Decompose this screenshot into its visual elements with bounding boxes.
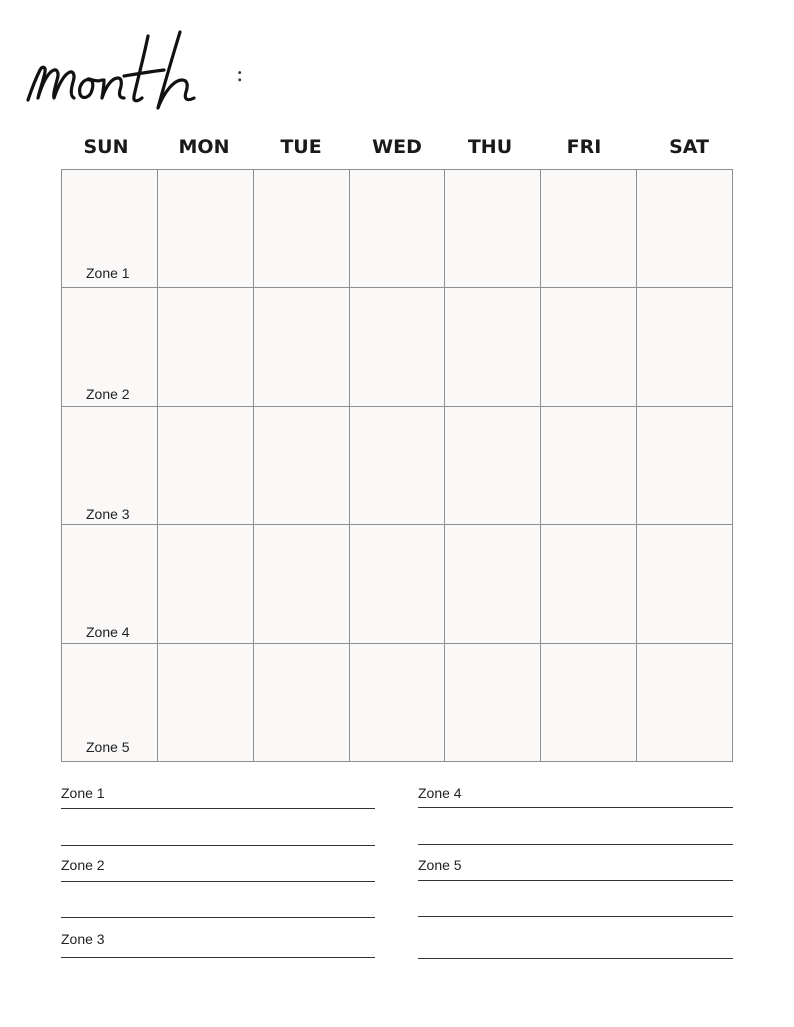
row-zone-label: Zone 2 <box>86 385 130 402</box>
row-zone-label: Zone 1 <box>86 265 130 282</box>
day-cell[interactable] <box>254 525 350 643</box>
row-zone-label: Zone 5 <box>86 739 130 755</box>
day-cell[interactable] <box>254 170 350 288</box>
day-cell[interactable] <box>350 288 446 406</box>
day-cell[interactable] <box>62 170 158 288</box>
weekday-thu: THU <box>467 136 513 158</box>
day-cell[interactable] <box>445 288 541 406</box>
month-script-lettering <box>24 22 204 122</box>
zone-note-line[interactable] <box>61 808 375 809</box>
day-cell[interactable] <box>62 407 158 525</box>
day-cell[interactable] <box>541 288 637 406</box>
zone-note-line[interactable] <box>418 844 733 845</box>
day-cell[interactable] <box>62 644 158 762</box>
day-cell[interactable] <box>637 288 733 406</box>
weekday-header-row <box>61 136 733 162</box>
day-cell[interactable] <box>541 644 637 762</box>
weekday-mon: MON <box>178 136 230 158</box>
day-cell[interactable] <box>541 525 637 643</box>
zone-note-label: Zone 3 <box>61 931 105 947</box>
day-cell[interactable] <box>158 407 254 525</box>
zone-note-line[interactable] <box>61 957 375 958</box>
day-cell[interactable] <box>637 407 733 525</box>
day-cell[interactable] <box>158 525 254 643</box>
row-zone-label: Zone 4 <box>86 623 130 640</box>
zone-note-label: Zone 4 <box>418 785 462 801</box>
day-cell[interactable] <box>637 525 733 643</box>
day-cell[interactable] <box>158 170 254 288</box>
day-cell[interactable] <box>254 644 350 762</box>
weekday-sat: SAT <box>669 136 709 158</box>
day-cell[interactable] <box>637 170 733 288</box>
weekday-sun: SUN <box>83 136 129 158</box>
day-cell[interactable] <box>350 644 446 762</box>
zone-note-label: Zone 2 <box>61 857 105 873</box>
day-cell[interactable] <box>350 407 446 525</box>
title-colon: : <box>236 62 244 87</box>
day-cell[interactable] <box>541 407 637 525</box>
weekday-wed: WED <box>372 136 422 158</box>
day-cell[interactable] <box>254 288 350 406</box>
zone-note-line[interactable] <box>61 881 375 882</box>
day-cell[interactable] <box>350 525 446 643</box>
zone-note-line[interactable] <box>418 880 733 881</box>
day-cell[interactable] <box>541 170 637 288</box>
day-cell[interactable] <box>445 407 541 525</box>
day-cell[interactable] <box>158 644 254 762</box>
zone-note-line[interactable] <box>61 845 375 846</box>
zone-note-line[interactable] <box>61 917 375 918</box>
weekday-tue: TUE <box>280 136 322 158</box>
weekday-fri: FRI <box>566 136 602 158</box>
day-cell[interactable] <box>350 170 446 288</box>
month-title <box>24 22 204 122</box>
zone-note-line[interactable] <box>418 916 733 917</box>
day-cell[interactable] <box>445 170 541 288</box>
day-cell[interactable] <box>637 644 733 762</box>
day-cell[interactable] <box>158 288 254 406</box>
zone-note-line[interactable] <box>418 807 733 808</box>
row-zone-label: Zone 3 <box>86 506 130 523</box>
day-cell[interactable] <box>445 644 541 762</box>
zone-note-label: Zone 5 <box>418 857 462 873</box>
day-cell[interactable] <box>62 525 158 643</box>
zone-note-line[interactable] <box>418 958 733 959</box>
zone-note-label: Zone 1 <box>61 785 105 801</box>
day-cell[interactable] <box>445 525 541 643</box>
day-cell[interactable] <box>254 407 350 525</box>
day-cell[interactable] <box>62 288 158 406</box>
calendar-grid <box>61 169 733 762</box>
